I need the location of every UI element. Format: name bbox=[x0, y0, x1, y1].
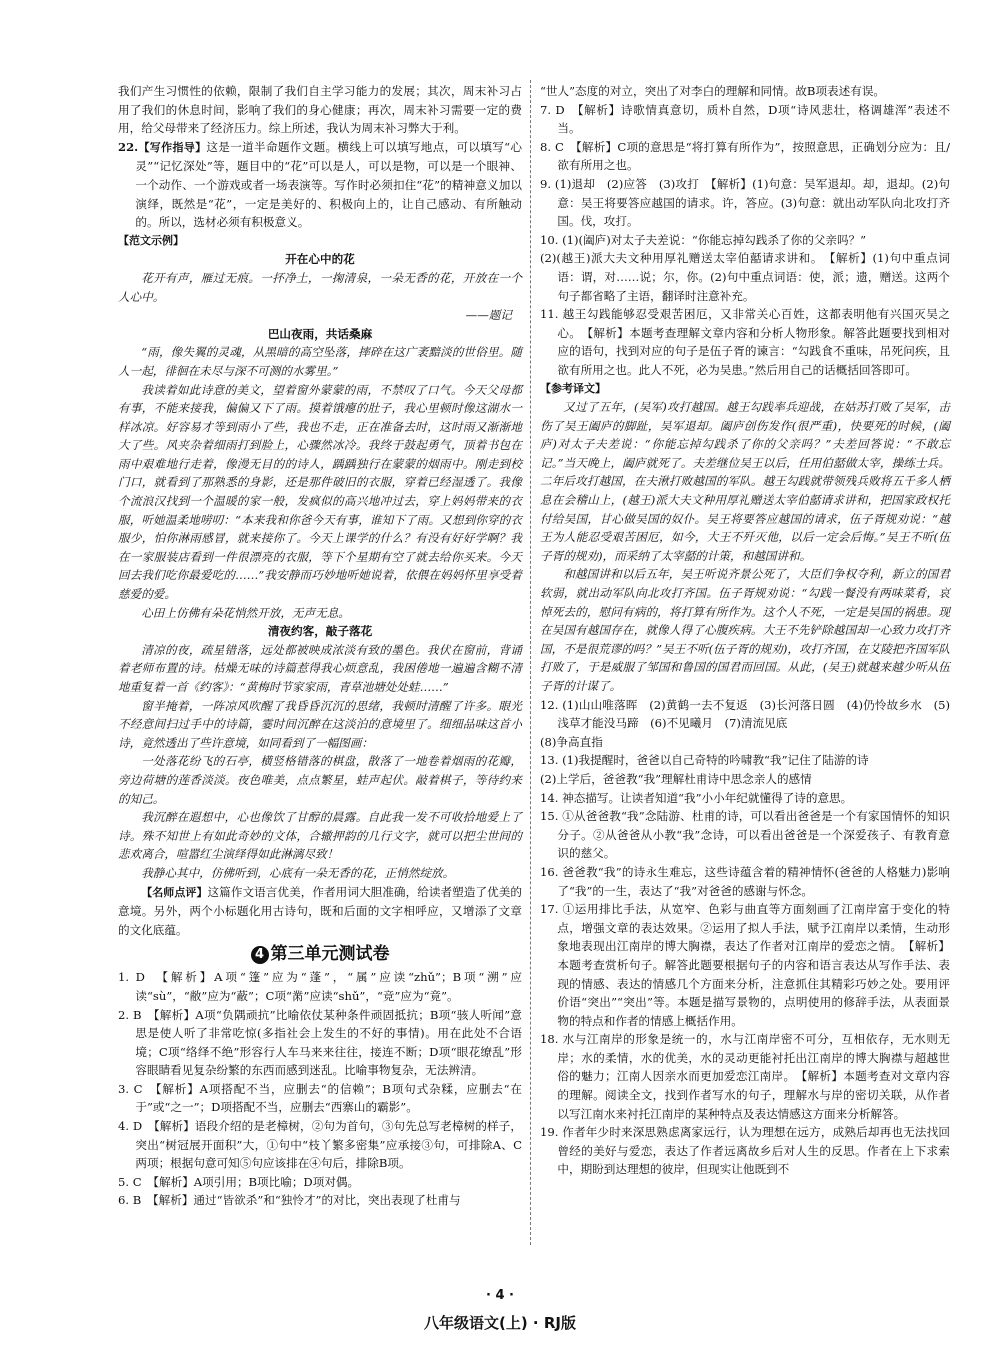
answer-item: (2)(越王)派大夫文种用厚礼赠送太宰伯嚭请求讲和。 【解析】(1)句中重点词语：谓，对……说；尔，你。(2)句中重点词语：使，派；遗，赠送。这两个句子都省略了主语，翻译时注意补充。 bbox=[540, 251, 950, 303]
unit-test-title: 第三单元测试卷 bbox=[270, 944, 390, 965]
teacher-review bbox=[118, 883, 522, 940]
essay-subtitle-2: 清夜约客，敲子落花 bbox=[267, 624, 373, 639]
essay-subtitle-1: 巴山夜雨，共话桑麻 bbox=[267, 326, 373, 341]
book-title: 八年级语文(上) · RJ版 bbox=[424, 1314, 576, 1332]
answer-item: 13. (1)我提醒时，爸爸以自己奇特的吟啸教“我”记住了陆游的诗 bbox=[540, 753, 869, 768]
answer-item: 16. 爸爸教“我”的诗永生难忘，这些诗蕴含着的精神情怀(爸爸的人格魅力)影响了“我”的一生，表达了“我”对爸爸的感谢与怀念。 bbox=[540, 864, 950, 898]
answer-item: 4. D 【解析】语段介绍的是老樟树，②句为首句，③句先总写老樟树的样子，突出“树冠展开面积”大，①句中“枝丫繁多密集”应承接③句，可排除A、C两项；根据句意可知⑤句应该排在④句后，排除B项。 bbox=[118, 1119, 522, 1171]
answer-item: 18. 水与江南岸的形象是统一的，水与江南岸密不可分，互相依存，无水则无岸；水的柔情，水的优美，水的灵动更能衬托出江南岸的博大胸襟与超越世俗的魅力；江南人因亲水而更加爱恋江南岸。 【解析】本题考查对文章内容的理解。阅读全文，找到作者写水的句子，理解水与岸的密切关联，从作者以写江南水来衬托江南岸的某种特点及表达情感这方面来分析解答。 bbox=[540, 1032, 950, 1121]
sample-essay-tag: 【范文示例】 bbox=[118, 233, 184, 247]
answer-item: 15. ①从爸爸教“我”念陆游、杜甫的诗，可以看出爸爸是一个有家国情怀的知识分子。②从爸爸从小教“我”念诗，可以看出爸爸是一个深爱孩子、有教育意识的慈父。 bbox=[540, 809, 950, 861]
answer-item: “世人”态度的对立，突出了对李白的理解和同情。故B项表述有误。 bbox=[540, 84, 886, 98]
translation-paragraph: 和越国讲和以后五年，吴王听说齐景公死了，大臣们争权夺利，新立的国君软弱，就出动军队向北攻打齐国。伍子胥规劝说：“勾践一餐没有两味菜肴，哀悼死去的，慰问有病的，将打算有所作为。这个人不死，一定是吴国的祸患。现在吴国有越国存在，就像人得了心腹疾病。大王不先铲除越国却一心致力攻打齐国，不是很荒谬的吗？”吴王不听(伍子胥的规劝)，攻打齐国，在艾陵把齐国军队打败了，于是威服了邹国和鲁国的国君而回国。从此，(吴王)就越来越少听从伍子胥的计谋了。 bbox=[540, 567, 950, 693]
essay-paragraph: 我读着如此诗意的美文，望着窗外蒙蒙的雨，不禁叹了口气。今天父母都有事，不能来接我，偏偏又下了雨。摸着饿瘪的肚子，我心里顿时像这湖水一样冰凉。好容易才等到雨小了些，我也不走，正在准备去时，这时雨又渐渐地大了些。风夹杂着细雨打到脸上，心骤然冰冷。我终于鼓起勇气，顶着书包在雨中艰难地行走着，像漫无目的的诗人，踽踽独行在蒙蒙的烟雨中。刚走到校门口，就看到了那熟悉的身影，还是那件破旧的衣服，穿着已经湿透了。我像个流浪汉找到一个温暖的家一般，发疯似的高兴地冲过去，穿上妈妈带来的衣服，听她温柔地唠叨：“本来我和你爸今天有事，谁知下了雨。又想到你穿的衣服少，怕你淋雨感冒，就来接你了。今天上课学的什么？有没有好好学啊？我在一家服装店看到一件很漂亮的衣服，等下个星期有空了就去给你买来。今天回去我们吃你最爱吃的……”我安静而巧妙地听她说着，依偎在妈妈怀里享受着慈爱的爱。 bbox=[118, 382, 522, 602]
essay-paragraph: 清凉的夜，疏星错落，远处都被映成浓淡有致的墨色。我伏在窗前，背诵着老师布置的诗。枯燥无味的诗篇惹得我心烦意乱，我困倦地一遍遍含糊不清地重复着一首《约客》：“黄梅时节家家雨，青草池塘处处蛙……” bbox=[118, 642, 522, 694]
answer-item: 6. B 【解析】通过“皆欲杀”和“独怜才”的对比，突出表现了杜甫与 bbox=[118, 1193, 461, 1208]
unit-number-badge: 4 bbox=[251, 946, 269, 964]
q22-text: 这是一道半命题作文题。横线上可以填写地点，可以填写“心灵”“记忆深处”等，题目中的“花”可以是人，可以是物，可以是一个眼神、一个动作、一个游戏或者一场表演等。写作时必须扣住“花”的精神意义加以演绎，既然是“花”，一定是美好的、积极向上的，让自己感动、有所触动的。所以，选材必须有积极意义。 bbox=[135, 139, 522, 230]
reference-translation-tag: 【参考译文】 bbox=[540, 381, 606, 395]
q22-number: 22. bbox=[118, 139, 139, 154]
answer-item: 5. C 【解析】A项引用；B项比喻；D项对偶。 bbox=[118, 1174, 360, 1189]
answer-item: 12. (1)山山唯落晖 (2)黄鹤一去不复返 (3)长河落日圆 (4)仍怜故乡水 (5)浅草才能没马蹄 (6)不见曦月 (7)清流见底 bbox=[540, 697, 950, 731]
epigraph-signature: ——题记 bbox=[465, 308, 512, 323]
answer-item: 8. C 【解析】C项的意思是“将打算有所作为”，按照意思，正确划分应为：且/欲有所用之也。 bbox=[540, 139, 950, 173]
column-divider bbox=[530, 80, 531, 1245]
essay-epigraph: 花开有声，雁过无痕。一抔净土，一掬清泉，一朵无香的花，开放在一个人心中。 bbox=[118, 270, 522, 304]
teacher-review-tag: 【名师点评】 bbox=[141, 885, 208, 899]
answer-item: 14. 神态描写。让读者知道“我”小小年纪就懂得了诗的意思。 bbox=[540, 790, 853, 805]
answer-item: 11. 越王勾践能够忍受艰苦困厄，又非常关心百姓，这都表明他有兴国灭吴之心。 【解析】本题考查理解文章内容和分析人物形象。解答此题要找到相对应的语句，找到对应的句子是伍子胥的谏言：“勾践食不重味，吊死问疾，且欲有所用之也。此人不死，必为吴患。”然后用自己的话概括回答即可。 bbox=[540, 307, 950, 377]
answer-item: (8)争高直指 bbox=[540, 734, 603, 749]
answer-item: 19. 作者年少时来深思熟虑离家远行，认为理想在远方，成熟后却再也无法找回曾经的美好与爱恋，表达了作者远离故乡后对人生的反思。作者在上下求索中，期盼到达理想的彼岸，但现实让他既到不 bbox=[540, 1125, 950, 1177]
essay-paragraph: 心田上仿佛有朵花悄然开放，无声无息。 bbox=[141, 605, 350, 620]
right-column bbox=[540, 82, 950, 1179]
answer-item: 17. ①运用排比手法，从宽窄、色彩与曲直等方面刻画了江南岸富于变化的特点，增强文章的表达效果。②运用了拟人手法，赋予江南岸以柔情，生动形象地表现出江南岸的博大胸襟，表达了作者对江南岸的爱恋之情。 【解析】本题考查赏析句子。解答此题要根据句子的内容和语言表达从写作手法、表现的情感、表达的情感几个方面来分析，注意抓住其精彩巧妙之处。要用评价语“突出”“突出”等。本题是描写景物的，点明使用的修辞手法，从表面景物的特点和作者的情感上概括作用。 bbox=[540, 902, 950, 1028]
page-number: · 4 · bbox=[486, 1288, 514, 1303]
q22-guidance bbox=[118, 138, 522, 232]
answer-item: 3. C 【解析】A项搭配不当，应删去“的信赖”；B项句式杂糅，应删去“在于”或“之一”；D项搭配不当，应删去“西寨山的霸影”。 bbox=[118, 1081, 522, 1115]
essay-title: 开在心中的花 bbox=[285, 252, 355, 267]
intro-paragraph: 我们产生习惯性的依赖，限制了我们自主学习能力的发展；其次，周末补习占用了我们的休息时间，影响了我们的身心健康；再次，周末补习需要一定的费用，给父母带来了经济压力。综上所述，我认为周末补习弊大于利。 bbox=[118, 84, 522, 136]
essay-paragraph: 我静心其中，仿佛听到，心底有一朵无香的花，正悄然绽放。 bbox=[141, 865, 455, 880]
essay-paragraph: 我沉醉在遐想中，心也像饮了甘醇的晨露。自此我一发不可收拾地爱上了诗。殊不知世上有如此奇妙的文体，合辙押韵的几行文字，就可以把尘世间的悲欢离合，喧嚣红尘演绎得如此淋漓尽致！ bbox=[118, 810, 522, 862]
answer-item: 7. D 【解析】诗歌情真意切，质朴自然，D项“诗风悲壮，格调雄浑”表述不当。 bbox=[540, 102, 950, 136]
unit-test-heading bbox=[118, 945, 522, 964]
essay-paragraph: 窗半掩着，一阵凉风吹醒了我昏昏沉沉的思绪，我顿时清醒了许多。眼光不经意间扫过手中的诗篇，霎时间沉醉在这淡泊的意境里了。细细品味这首小诗，竟然透出了些许意境，如同看到了一幅图画： bbox=[118, 698, 522, 750]
answer-item: (2)上学后，爸爸教“我”理解杜甫诗中思念亲人的感情 bbox=[540, 771, 812, 786]
essay-paragraph: 一处落花纷飞的石亭，横竖格错落的棋盘，散落了一地卷着烟雨的花瓣，旁边荷塘的莲香淡淡。夜色唯美，点点繁星，蛙声起伏。敲着棋子，等待约来的知己。 bbox=[118, 754, 522, 806]
writing-guide-tag: 【写作指导】 bbox=[138, 140, 207, 154]
answer-item: 1. D 【解析】A项“篷”应为“蓬”，“属”应读“zhǔ”；B项“溯”应读“sù”，“敝”应为“蔽”；C项“黹”应读“shǔ”，“竞”应为“竟”。 bbox=[118, 970, 522, 1003]
answer-item: 9. (1)退却 (2)应答 (3)攻打 【解析】(1)句意：吴军退却。却，退却。(2)句意：吴王将要答应越国的请求。许，答应。(3)句意：就出动军队向北攻打齐国。伐，攻打。 bbox=[540, 176, 950, 229]
answer-item: 10. (1)(阖庐)对太子夫差说：“你能忘掉勾践杀了你的父亲吗？” bbox=[540, 232, 867, 247]
answer-item: 2. B 【解析】A项“负隅顽抗”比喻依仗某种条件顽固抵抗；B项“骇人听闻”意思是使人听了非常吃惊(多指社会上发生的不好的事情)。用在此处不合语境；C项“络绎不绝”形容行人车马来来往往，接连不断；D项“眼花缭乱”形容眼睛看见复杂纷繁的东西而感到迷乱。比喻事物复杂，无法辨清。 bbox=[118, 1007, 522, 1078]
essay-paragraph: “雨，像失翼的灵魂，从黑暗的高空坠落，摔碎在这广袤黯淡的世俗里。随人一起，徘徊在未尽与深不可测的水雾里。” bbox=[118, 345, 522, 378]
translation-paragraph: 又过了五年，(吴军)攻打越国。越王勾践率兵迎战，在姑苏打败了吴军，击伤了吴王阖庐的脚趾，吴军退却。阖庐创伤发作(很严重)，快要死的时候，(阖庐)对太子夫差说：“你能忘掉勾践杀了你的父亲吗？”夫差回答说：“不敢忘记。”当天晚上，阖庐就死了。夫差继位吴王以后，任用伯嚭做太宰，操练士兵。二年后攻打越国，在夫湫打败越国的军队。越王勾践就带领残兵败将五千多人栖息在会稽山上，(越王)派大夫文种用厚礼赠送太宰伯嚭请求讲和，把国家政权托付给吴国，甘心做吴国的奴仆。吴王将要答应越国的请求，伍子胥规劝说：“越王为人能忍受艰苦困厄，如今，大王不歼灭他，以后一定会后悔。”吴王不听(伍子胥的规劝)，而采纳了太宰嚭的计策，和越国讲和。 bbox=[540, 400, 950, 563]
teacher-review-text: 这篇作文语言优美，作者用词大胆准确，给读者塑造了优美的意境。另外，两个小标题化用古诗句，既和后面的文字相呼应，又增添了文章的文化底蕴。 bbox=[118, 884, 522, 937]
left-column bbox=[118, 82, 522, 1210]
